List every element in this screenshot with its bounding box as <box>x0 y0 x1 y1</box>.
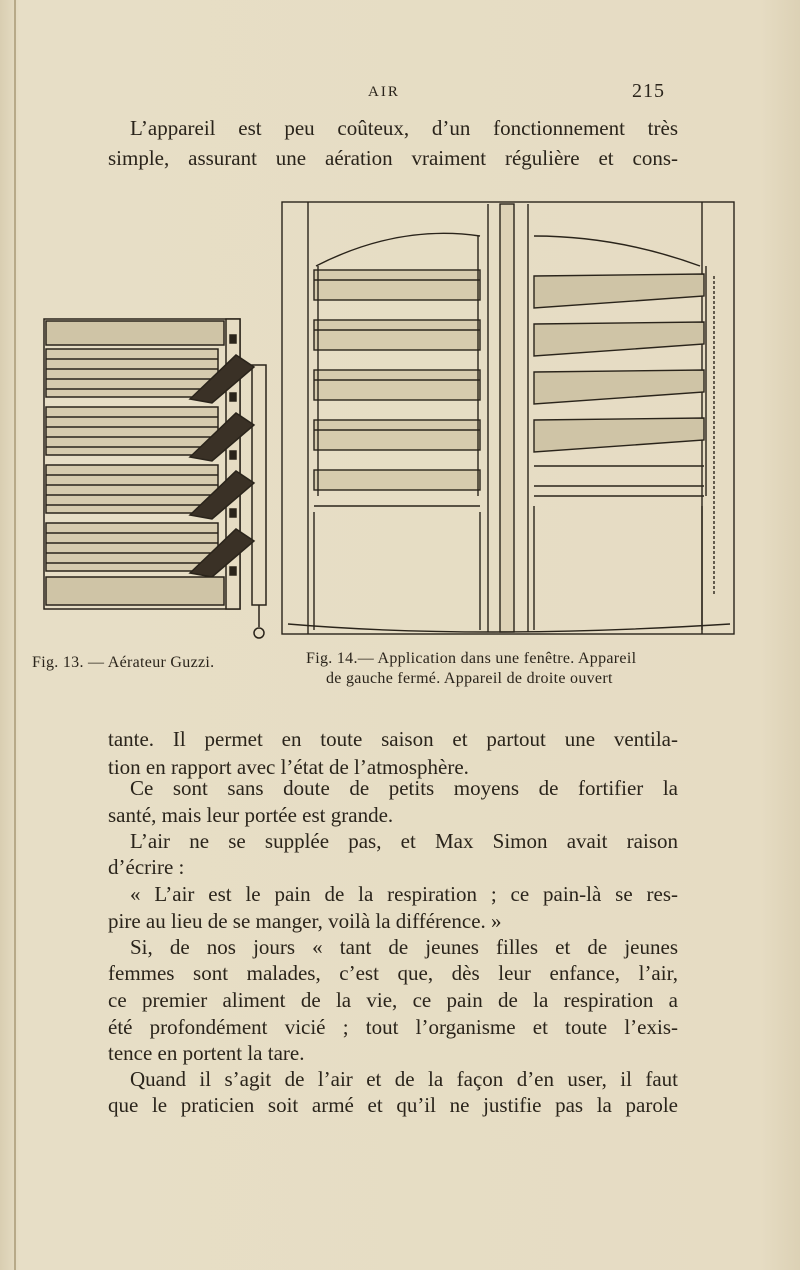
body-line: L’air ne se supplée pas, et Max Simon avait raison <box>130 829 678 853</box>
intro-line-2: simple, assurant une aération vraiment régulière et cons- <box>108 146 678 170</box>
body-line: Ce sont sans doute de petits moyens de fortifier la <box>130 776 678 800</box>
figure-14-caption-line-2: de gauche fermé. Appareil de droite ouvert <box>326 670 613 687</box>
running-head <box>0 80 800 104</box>
figure-14-window-illustration <box>278 196 740 640</box>
intro-line-1: L’appareil est peu coûteux, d’un fonctionnement très <box>130 116 678 140</box>
page-binding-edge <box>14 0 16 1270</box>
body-line: tion en rapport avec l’état de l’atmosphère. <box>108 755 469 779</box>
body-line: femmes sont malades, c’est que, dès leur enfance, l’air, <box>108 961 678 985</box>
body-line: santé, mais leur portée est grande. <box>108 803 394 827</box>
body-line: « L’air est le pain de la respiration ; ce pain-là se res- <box>130 882 678 906</box>
figure-14-caption-line-1: Fig. 14.— Application dans une fenêtre. Appareil <box>306 650 637 667</box>
body-line: été profondément vicié ; tout l’organisme et toute l’exis- <box>108 1015 678 1039</box>
running-head-title: AIR <box>368 84 400 100</box>
body-line: Si, de nos jours « tant de jeunes filles et de jeunes <box>130 935 678 959</box>
body-line: Quand il s’agit de l’air et de la façon d’en user, il faut <box>130 1067 678 1091</box>
body-line: ce premier aliment de la vie, ce pain de la respiration a <box>108 988 678 1012</box>
figure-13-caption: Fig. 13. — Aérateur Guzzi. <box>32 654 215 671</box>
body-line: que le praticien soit armé et qu’il ne justifie pas la parole <box>108 1093 678 1117</box>
page-number: 215 <box>632 80 665 102</box>
body-line: d’écrire : <box>108 855 185 879</box>
body-line: tence en portent la tare. <box>108 1041 305 1065</box>
figure-13-ventilator-illustration <box>40 315 272 645</box>
body-line: tante. Il permet en toute saison et partout une ventila- <box>108 727 678 751</box>
body-line: pire au lieu de se manger, voilà la différence. » <box>108 909 502 933</box>
